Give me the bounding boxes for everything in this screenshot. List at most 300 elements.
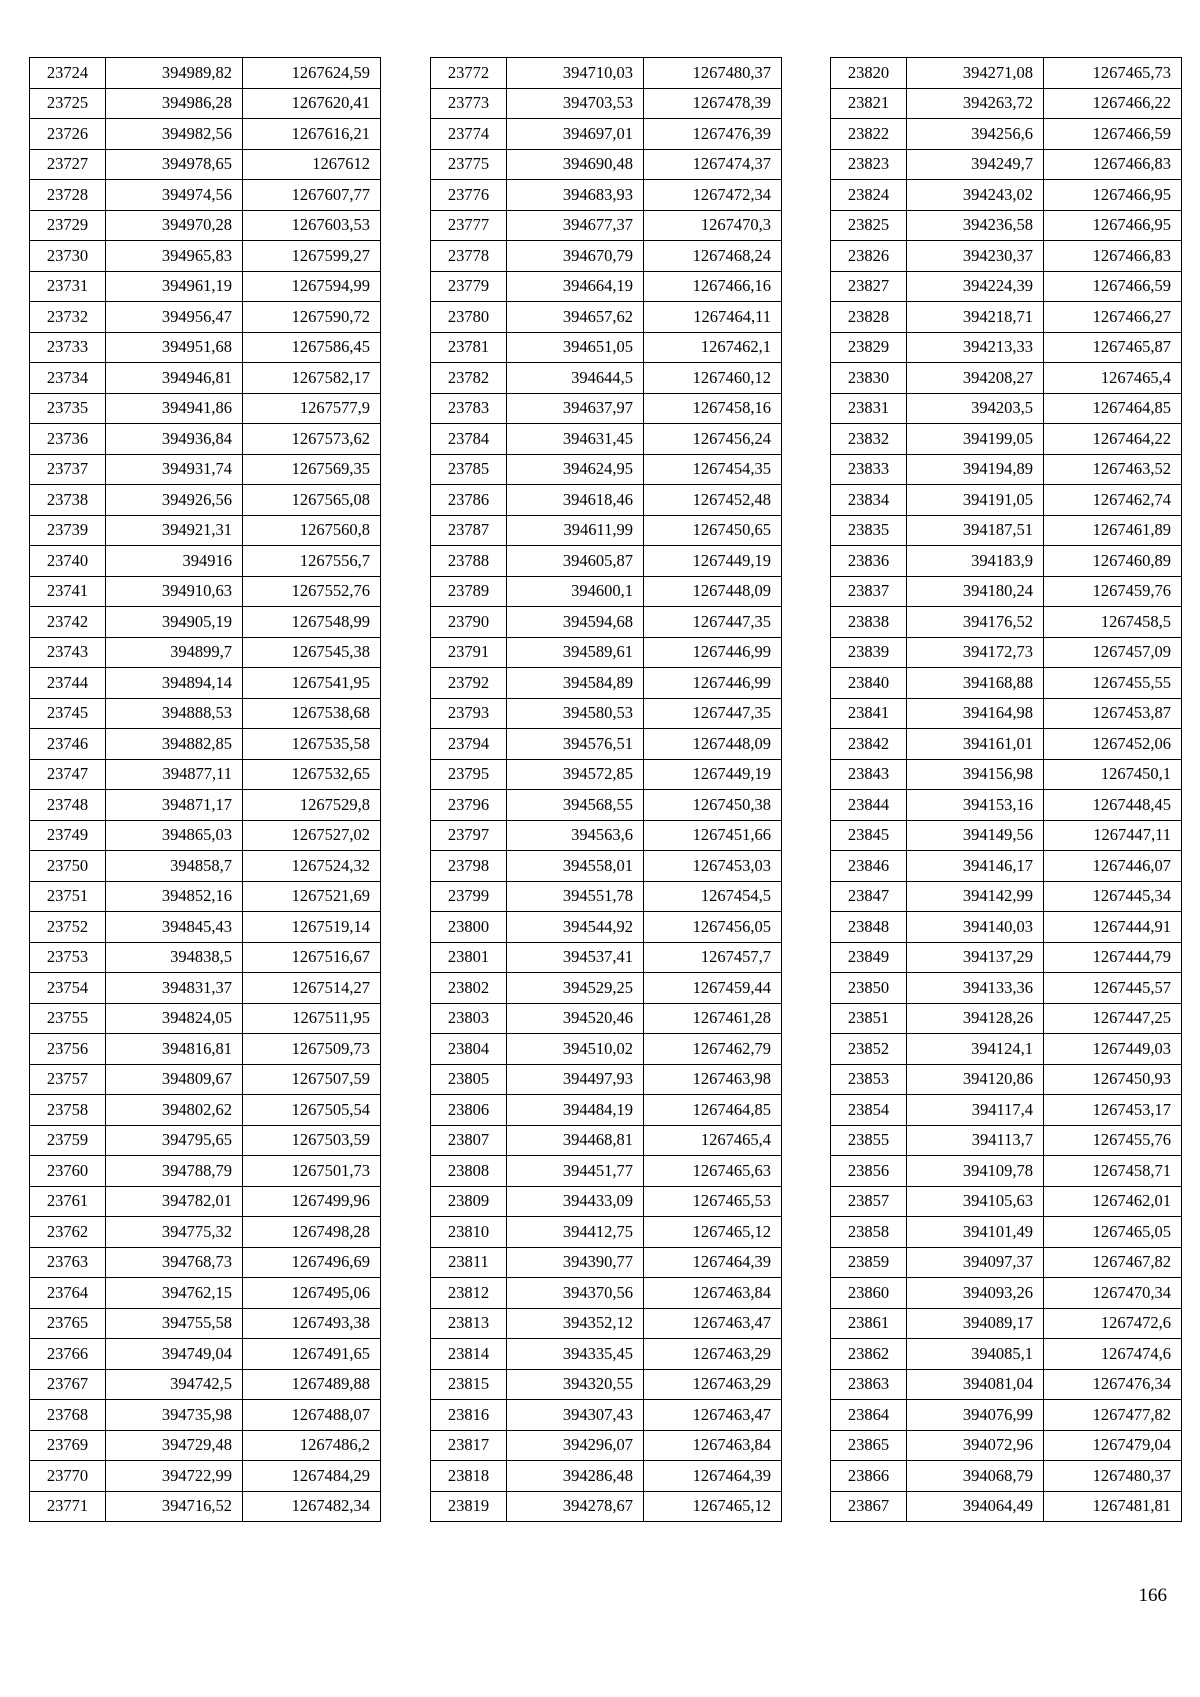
point-id-cell: 23760 xyxy=(30,1156,106,1187)
x-coordinate-cell: 394755,58 xyxy=(106,1308,243,1339)
table-row xyxy=(30,58,381,89)
table-row xyxy=(831,119,1182,150)
y-coordinate-cell: 1267472,34 xyxy=(644,180,782,211)
table-row xyxy=(431,454,782,485)
point-id-cell: 23829 xyxy=(831,332,907,363)
table-row xyxy=(431,210,782,241)
y-coordinate-cell: 1267489,88 xyxy=(243,1369,381,1400)
point-id-cell: 23864 xyxy=(831,1400,907,1431)
point-id-cell: 23844 xyxy=(831,790,907,821)
table-row xyxy=(831,1308,1182,1339)
point-id-cell: 23754 xyxy=(30,973,106,1004)
y-coordinate-cell: 1267545,38 xyxy=(243,637,381,668)
table-row xyxy=(30,1430,381,1461)
y-coordinate-cell: 1267509,73 xyxy=(243,1034,381,1065)
x-coordinate-cell: 394683,93 xyxy=(507,180,644,211)
table-row xyxy=(431,912,782,943)
y-coordinate-cell: 1267453,87 xyxy=(1044,698,1182,729)
table-row xyxy=(431,790,782,821)
x-coordinate-cell: 394611,99 xyxy=(507,515,644,546)
y-coordinate-cell: 1267466,59 xyxy=(1044,271,1182,302)
table-row xyxy=(431,1491,782,1522)
table-row xyxy=(30,546,381,577)
table-row xyxy=(831,149,1182,180)
y-coordinate-cell: 1267476,39 xyxy=(644,119,782,150)
y-coordinate-cell: 1267486,2 xyxy=(243,1430,381,1461)
x-coordinate-cell: 394594,68 xyxy=(507,607,644,638)
table-row xyxy=(431,424,782,455)
y-coordinate-cell: 1267465,4 xyxy=(644,1125,782,1156)
table-row xyxy=(431,241,782,272)
table-row xyxy=(831,424,1182,455)
y-coordinate-cell: 1267465,4 xyxy=(1044,363,1182,394)
point-id-cell: 23805 xyxy=(431,1064,507,1095)
table-row xyxy=(431,1461,782,1492)
y-coordinate-cell: 1267594,99 xyxy=(243,271,381,302)
y-coordinate-cell: 1267447,25 xyxy=(1044,1003,1182,1034)
y-coordinate-cell: 1267464,85 xyxy=(644,1095,782,1126)
x-coordinate-cell: 394871,17 xyxy=(106,790,243,821)
point-id-cell: 23856 xyxy=(831,1156,907,1187)
table-row xyxy=(30,1339,381,1370)
table-row xyxy=(431,1339,782,1370)
point-id-cell: 23852 xyxy=(831,1034,907,1065)
y-coordinate-cell: 1267552,76 xyxy=(243,576,381,607)
x-coordinate-cell: 394584,89 xyxy=(507,668,644,699)
point-id-cell: 23748 xyxy=(30,790,106,821)
x-coordinate-cell: 394128,26 xyxy=(907,1003,1044,1034)
x-coordinate-cell: 394965,83 xyxy=(106,241,243,272)
point-id-cell: 23820 xyxy=(831,58,907,89)
x-coordinate-cell: 394140,03 xyxy=(907,912,1044,943)
x-coordinate-cell: 394916 xyxy=(106,546,243,577)
point-id-cell: 23863 xyxy=(831,1369,907,1400)
y-coordinate-cell: 1267480,37 xyxy=(1044,1461,1182,1492)
point-id-cell: 23758 xyxy=(30,1095,106,1126)
x-coordinate-cell: 394105,63 xyxy=(907,1186,1044,1217)
y-coordinate-cell: 1267462,74 xyxy=(1044,485,1182,516)
table-row xyxy=(30,1308,381,1339)
point-id-cell: 23787 xyxy=(431,515,507,546)
table-row xyxy=(30,1156,381,1187)
y-coordinate-cell: 1267514,27 xyxy=(243,973,381,1004)
y-coordinate-cell: 1267463,29 xyxy=(644,1369,782,1400)
x-coordinate-cell: 394951,68 xyxy=(106,332,243,363)
x-coordinate-cell: 394580,53 xyxy=(507,698,644,729)
y-coordinate-cell: 1267466,16 xyxy=(644,271,782,302)
x-coordinate-cell: 394722,99 xyxy=(106,1461,243,1492)
point-id-cell: 23803 xyxy=(431,1003,507,1034)
x-coordinate-cell: 394618,46 xyxy=(507,485,644,516)
x-coordinate-cell: 394568,55 xyxy=(507,790,644,821)
table-row xyxy=(30,1369,381,1400)
x-coordinate-cell: 394133,36 xyxy=(907,973,1044,1004)
x-coordinate-cell: 394085,1 xyxy=(907,1339,1044,1370)
y-coordinate-cell: 1267612 xyxy=(243,149,381,180)
point-id-cell: 23790 xyxy=(431,607,507,638)
point-id-cell: 23735 xyxy=(30,393,106,424)
x-coordinate-cell: 394271,08 xyxy=(907,58,1044,89)
x-coordinate-cell: 394286,48 xyxy=(507,1461,644,1492)
x-coordinate-cell: 394101,49 xyxy=(907,1217,1044,1248)
table-row xyxy=(30,1003,381,1034)
table-row xyxy=(831,241,1182,272)
x-coordinate-cell: 394199,05 xyxy=(907,424,1044,455)
x-coordinate-cell: 394865,03 xyxy=(106,820,243,851)
x-coordinate-cell: 394296,07 xyxy=(507,1430,644,1461)
point-id-cell: 23826 xyxy=(831,241,907,272)
table-row xyxy=(431,637,782,668)
y-coordinate-cell: 1267452,48 xyxy=(644,485,782,516)
x-coordinate-cell: 394768,73 xyxy=(106,1247,243,1278)
point-id-cell: 23799 xyxy=(431,881,507,912)
x-coordinate-cell: 394307,43 xyxy=(507,1400,644,1431)
table-row xyxy=(431,942,782,973)
table-row xyxy=(831,302,1182,333)
point-id-cell: 23807 xyxy=(431,1125,507,1156)
y-coordinate-cell: 1267511,95 xyxy=(243,1003,381,1034)
y-coordinate-cell: 1267456,24 xyxy=(644,424,782,455)
y-coordinate-cell: 1267577,9 xyxy=(243,393,381,424)
table-row xyxy=(30,607,381,638)
table-row xyxy=(431,1156,782,1187)
page-number: 166 xyxy=(1138,1585,1167,1606)
x-coordinate-cell: 394795,65 xyxy=(106,1125,243,1156)
y-coordinate-cell: 1267445,57 xyxy=(1044,973,1182,1004)
point-id-cell: 23795 xyxy=(431,759,507,790)
table-row xyxy=(431,1125,782,1156)
point-id-cell: 23847 xyxy=(831,881,907,912)
table-row xyxy=(30,180,381,211)
point-id-cell: 23753 xyxy=(30,942,106,973)
point-id-cell: 23747 xyxy=(30,759,106,790)
point-id-cell: 23849 xyxy=(831,942,907,973)
point-id-cell: 23860 xyxy=(831,1278,907,1309)
table-row xyxy=(431,302,782,333)
x-coordinate-cell: 394576,51 xyxy=(507,729,644,760)
point-id-cell: 23857 xyxy=(831,1186,907,1217)
table-row xyxy=(831,1400,1182,1431)
x-coordinate-cell: 394529,25 xyxy=(507,973,644,1004)
coordinate-table-body xyxy=(431,58,782,1522)
y-coordinate-cell: 1267445,34 xyxy=(1044,881,1182,912)
table-row xyxy=(30,1125,381,1156)
point-id-cell: 23830 xyxy=(831,363,907,394)
x-coordinate-cell: 394168,88 xyxy=(907,668,1044,699)
x-coordinate-cell: 394788,79 xyxy=(106,1156,243,1187)
table-row xyxy=(431,546,782,577)
point-id-cell: 23793 xyxy=(431,698,507,729)
x-coordinate-cell: 394852,16 xyxy=(106,881,243,912)
y-coordinate-cell: 1267465,73 xyxy=(1044,58,1182,89)
point-id-cell: 23838 xyxy=(831,607,907,638)
point-id-cell: 23822 xyxy=(831,119,907,150)
table-row xyxy=(30,576,381,607)
point-id-cell: 23725 xyxy=(30,88,106,119)
point-id-cell: 23862 xyxy=(831,1339,907,1370)
x-coordinate-cell: 394072,96 xyxy=(907,1430,1044,1461)
table-row xyxy=(30,424,381,455)
y-coordinate-cell: 1267476,34 xyxy=(1044,1369,1182,1400)
point-id-cell: 23780 xyxy=(431,302,507,333)
coordinate-table-body xyxy=(831,58,1182,1522)
point-id-cell: 23737 xyxy=(30,454,106,485)
table-row xyxy=(831,912,1182,943)
point-id-cell: 23726 xyxy=(30,119,106,150)
x-coordinate-cell: 394156,98 xyxy=(907,759,1044,790)
point-id-cell: 23744 xyxy=(30,668,106,699)
y-coordinate-cell: 1267624,59 xyxy=(243,58,381,89)
table-row xyxy=(431,1308,782,1339)
x-coordinate-cell: 394230,37 xyxy=(907,241,1044,272)
point-id-cell: 23835 xyxy=(831,515,907,546)
point-id-cell: 23724 xyxy=(30,58,106,89)
point-id-cell: 23846 xyxy=(831,851,907,882)
x-coordinate-cell: 394677,37 xyxy=(507,210,644,241)
x-coordinate-cell: 394142,99 xyxy=(907,881,1044,912)
y-coordinate-cell: 1267460,89 xyxy=(1044,546,1182,577)
x-coordinate-cell: 394208,27 xyxy=(907,363,1044,394)
x-coordinate-cell: 394877,11 xyxy=(106,759,243,790)
table-row xyxy=(831,1064,1182,1095)
table-row xyxy=(30,820,381,851)
y-coordinate-cell: 1267498,28 xyxy=(243,1217,381,1248)
table-row xyxy=(431,180,782,211)
table-row xyxy=(431,607,782,638)
table-row xyxy=(431,1247,782,1278)
y-coordinate-cell: 1267450,1 xyxy=(1044,759,1182,790)
table-row xyxy=(831,881,1182,912)
x-coordinate-cell: 394703,53 xyxy=(507,88,644,119)
table-row xyxy=(431,332,782,363)
point-id-cell: 23779 xyxy=(431,271,507,302)
y-coordinate-cell: 1267560,8 xyxy=(243,515,381,546)
point-id-cell: 23858 xyxy=(831,1217,907,1248)
point-id-cell: 23834 xyxy=(831,485,907,516)
x-coordinate-cell: 394352,12 xyxy=(507,1308,644,1339)
point-id-cell: 23785 xyxy=(431,454,507,485)
table-row xyxy=(831,1369,1182,1400)
table-row xyxy=(30,241,381,272)
table-row xyxy=(431,1400,782,1431)
y-coordinate-cell: 1267450,38 xyxy=(644,790,782,821)
point-id-cell: 23745 xyxy=(30,698,106,729)
point-id-cell: 23802 xyxy=(431,973,507,1004)
point-id-cell: 23762 xyxy=(30,1217,106,1248)
y-coordinate-cell: 1267541,95 xyxy=(243,668,381,699)
y-coordinate-cell: 1267474,37 xyxy=(644,149,782,180)
point-id-cell: 23831 xyxy=(831,393,907,424)
point-id-cell: 23845 xyxy=(831,820,907,851)
y-coordinate-cell: 1267448,09 xyxy=(644,729,782,760)
table-row xyxy=(30,1461,381,1492)
point-id-cell: 23727 xyxy=(30,149,106,180)
table-row xyxy=(30,1278,381,1309)
x-coordinate-cell: 394970,28 xyxy=(106,210,243,241)
table-row xyxy=(431,729,782,760)
x-coordinate-cell: 394256,6 xyxy=(907,119,1044,150)
x-coordinate-cell: 394249,7 xyxy=(907,149,1044,180)
y-coordinate-cell: 1267446,07 xyxy=(1044,851,1182,882)
table-row xyxy=(431,119,782,150)
y-coordinate-cell: 1267449,19 xyxy=(644,546,782,577)
point-id-cell: 23823 xyxy=(831,149,907,180)
x-coordinate-cell: 394989,82 xyxy=(106,58,243,89)
y-coordinate-cell: 1267463,47 xyxy=(644,1400,782,1431)
y-coordinate-cell: 1267470,3 xyxy=(644,210,782,241)
x-coordinate-cell: 394370,56 xyxy=(507,1278,644,1309)
x-coordinate-cell: 394153,16 xyxy=(907,790,1044,821)
y-coordinate-cell: 1267607,77 xyxy=(243,180,381,211)
table-row xyxy=(30,912,381,943)
y-coordinate-cell: 1267448,45 xyxy=(1044,790,1182,821)
y-coordinate-cell: 1267463,84 xyxy=(644,1430,782,1461)
table-row xyxy=(831,759,1182,790)
point-id-cell: 23730 xyxy=(30,241,106,272)
x-coordinate-cell: 394749,04 xyxy=(106,1339,243,1370)
point-id-cell: 23743 xyxy=(30,637,106,668)
y-coordinate-cell: 1267479,04 xyxy=(1044,1430,1182,1461)
y-coordinate-cell: 1267458,71 xyxy=(1044,1156,1182,1187)
x-coordinate-cell: 394589,61 xyxy=(507,637,644,668)
point-id-cell: 23728 xyxy=(30,180,106,211)
y-coordinate-cell: 1267491,65 xyxy=(243,1339,381,1370)
x-coordinate-cell: 394670,79 xyxy=(507,241,644,272)
table-row xyxy=(431,271,782,302)
x-coordinate-cell: 394180,24 xyxy=(907,576,1044,607)
x-coordinate-cell: 394905,19 xyxy=(106,607,243,638)
table-row xyxy=(431,1278,782,1309)
x-coordinate-cell: 394224,39 xyxy=(907,271,1044,302)
point-id-cell: 23739 xyxy=(30,515,106,546)
y-coordinate-cell: 1267466,27 xyxy=(1044,302,1182,333)
point-id-cell: 23731 xyxy=(30,271,106,302)
x-coordinate-cell: 394729,48 xyxy=(106,1430,243,1461)
point-id-cell: 23814 xyxy=(431,1339,507,1370)
x-coordinate-cell: 394064,49 xyxy=(907,1491,1044,1522)
x-coordinate-cell: 394600,1 xyxy=(507,576,644,607)
y-coordinate-cell: 1267582,17 xyxy=(243,363,381,394)
x-coordinate-cell: 394484,19 xyxy=(507,1095,644,1126)
x-coordinate-cell: 394236,58 xyxy=(907,210,1044,241)
table-row xyxy=(831,698,1182,729)
y-coordinate-cell: 1267499,96 xyxy=(243,1186,381,1217)
y-coordinate-cell: 1267484,29 xyxy=(243,1461,381,1492)
x-coordinate-cell: 394735,98 xyxy=(106,1400,243,1431)
x-coordinate-cell: 394120,86 xyxy=(907,1064,1044,1095)
table-row xyxy=(30,1034,381,1065)
point-id-cell: 23811 xyxy=(431,1247,507,1278)
y-coordinate-cell: 1267488,07 xyxy=(243,1400,381,1431)
x-coordinate-cell: 394497,93 xyxy=(507,1064,644,1095)
table-row xyxy=(30,698,381,729)
table-row xyxy=(831,1034,1182,1065)
table-row xyxy=(831,1186,1182,1217)
y-coordinate-cell: 1267460,12 xyxy=(644,363,782,394)
point-id-cell: 23817 xyxy=(431,1430,507,1461)
table-row xyxy=(30,363,381,394)
y-coordinate-cell: 1267444,91 xyxy=(1044,912,1182,943)
x-coordinate-cell: 394762,15 xyxy=(106,1278,243,1309)
x-coordinate-cell: 394161,01 xyxy=(907,729,1044,760)
x-coordinate-cell: 394320,55 xyxy=(507,1369,644,1400)
x-coordinate-cell: 394113,7 xyxy=(907,1125,1044,1156)
x-coordinate-cell: 394858,7 xyxy=(106,851,243,882)
y-coordinate-cell: 1267459,44 xyxy=(644,973,782,1004)
x-coordinate-cell: 394468,81 xyxy=(507,1125,644,1156)
point-id-cell: 23761 xyxy=(30,1186,106,1217)
y-coordinate-cell: 1267472,6 xyxy=(1044,1308,1182,1339)
table-row xyxy=(30,729,381,760)
y-coordinate-cell: 1267446,99 xyxy=(644,637,782,668)
y-coordinate-cell: 1267616,21 xyxy=(243,119,381,150)
y-coordinate-cell: 1267466,59 xyxy=(1044,119,1182,150)
point-id-cell: 23768 xyxy=(30,1400,106,1431)
y-coordinate-cell: 1267480,37 xyxy=(644,58,782,89)
y-coordinate-cell: 1267454,5 xyxy=(644,881,782,912)
y-coordinate-cell: 1267461,28 xyxy=(644,1003,782,1034)
table-row xyxy=(831,1125,1182,1156)
point-id-cell: 23813 xyxy=(431,1308,507,1339)
y-coordinate-cell: 1267465,53 xyxy=(644,1186,782,1217)
table-row xyxy=(831,607,1182,638)
x-coordinate-cell: 394888,53 xyxy=(106,698,243,729)
y-coordinate-cell: 1267465,87 xyxy=(1044,332,1182,363)
x-coordinate-cell: 394117,4 xyxy=(907,1095,1044,1126)
point-id-cell: 23832 xyxy=(831,424,907,455)
point-id-cell: 23741 xyxy=(30,576,106,607)
point-id-cell: 23855 xyxy=(831,1125,907,1156)
point-id-cell: 23732 xyxy=(30,302,106,333)
table-row xyxy=(431,698,782,729)
y-coordinate-cell: 1267464,11 xyxy=(644,302,782,333)
point-id-cell: 23797 xyxy=(431,820,507,851)
table-row xyxy=(831,668,1182,699)
point-id-cell: 23804 xyxy=(431,1034,507,1065)
x-coordinate-cell: 394816,81 xyxy=(106,1034,243,1065)
point-id-cell: 23821 xyxy=(831,88,907,119)
table-row xyxy=(431,1217,782,1248)
point-id-cell: 23806 xyxy=(431,1095,507,1126)
point-id-cell: 23827 xyxy=(831,271,907,302)
point-id-cell: 23773 xyxy=(431,88,507,119)
table-row xyxy=(431,393,782,424)
table-row xyxy=(431,88,782,119)
table-row xyxy=(831,1156,1182,1187)
x-coordinate-cell: 394537,41 xyxy=(507,942,644,973)
point-id-cell: 23751 xyxy=(30,881,106,912)
y-coordinate-cell: 1267458,16 xyxy=(644,393,782,424)
y-coordinate-cell: 1267452,06 xyxy=(1044,729,1182,760)
y-coordinate-cell: 1267463,98 xyxy=(644,1064,782,1095)
y-coordinate-cell: 1267519,14 xyxy=(243,912,381,943)
point-id-cell: 23771 xyxy=(30,1491,106,1522)
x-coordinate-cell: 394089,17 xyxy=(907,1308,1044,1339)
point-id-cell: 23742 xyxy=(30,607,106,638)
table-row xyxy=(831,1339,1182,1370)
y-coordinate-cell: 1267466,83 xyxy=(1044,241,1182,272)
x-coordinate-cell: 394164,98 xyxy=(907,698,1044,729)
x-coordinate-cell: 394433,09 xyxy=(507,1186,644,1217)
table-row xyxy=(831,1003,1182,1034)
x-coordinate-cell: 394644,5 xyxy=(507,363,644,394)
x-coordinate-cell: 394172,73 xyxy=(907,637,1044,668)
table-row xyxy=(431,851,782,882)
y-coordinate-cell: 1267449,19 xyxy=(644,759,782,790)
table-row xyxy=(30,302,381,333)
point-id-cell: 23854 xyxy=(831,1095,907,1126)
y-coordinate-cell: 1267590,72 xyxy=(243,302,381,333)
